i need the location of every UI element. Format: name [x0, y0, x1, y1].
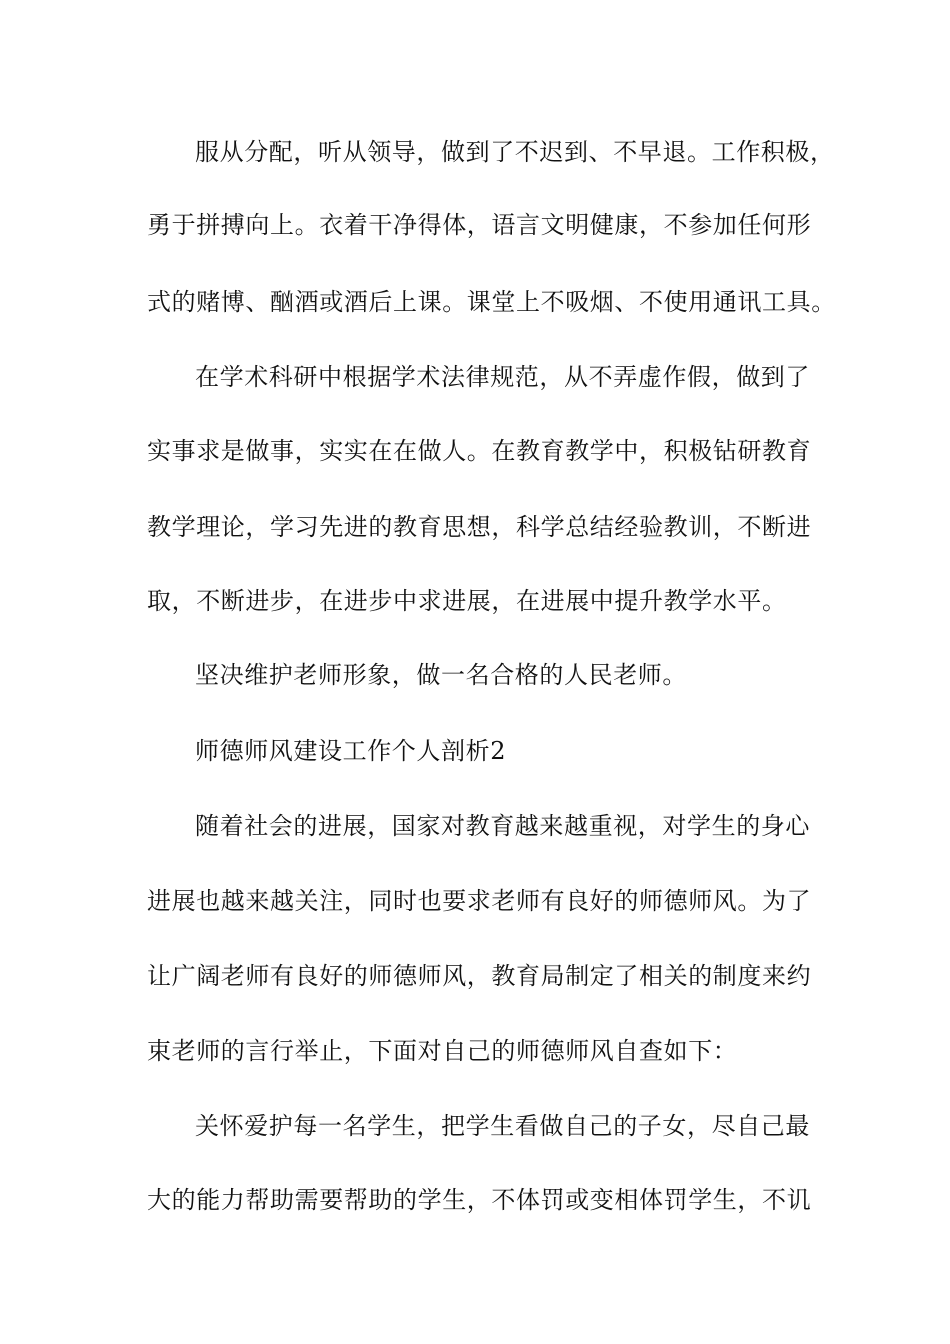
- paragraph-line: 让广阔老师有良好的师德师风，教育局制定了相关的制度来约: [147, 962, 812, 990]
- paragraph-line: 服从分配，听从领导，做到了不迟到、不早退。工作积极，: [195, 138, 835, 166]
- section-heading: 师德师风建设工作个人剖析2: [195, 737, 507, 765]
- paragraph-line: 在学术科研中根据学术法律规范，从不弄虚作假，做到了: [195, 363, 810, 391]
- paragraph-line: 关怀爱护每一名学生，把学生看做自己的子女，尽自己最: [195, 1112, 810, 1140]
- paragraph-line: 束老师的言行举止，下面对自己的师德师风自查如下：: [147, 1037, 738, 1065]
- paragraph-line: 实事求是做事，实实在在做人。在教育教学中，积极钻研教育: [147, 437, 812, 465]
- paragraph-line: 随着社会的进展，国家对教育越来越重视，对学生的身心: [195, 812, 810, 840]
- paragraph-line: 勇于拼搏向上。衣着干净得体，语言文明健康，不参加任何形: [147, 211, 812, 239]
- paragraph-line: 取，不断进步，在进步中求进展，在进展中提升教学水平。: [147, 587, 787, 615]
- paragraph-line: 大的能力帮助需要帮助的学生，不体罚或变相体罚学生，不讥: [147, 1186, 812, 1214]
- paragraph-line: 进展也越来越关注，同时也要求老师有良好的师德师风。为了: [147, 887, 812, 915]
- paragraph-line: 坚决维护老师形象，做一名合格的人民老师。: [195, 661, 687, 689]
- paragraph-line: 式的赌博、酗酒或酒后上课。课堂上不吸烟、不使用通讯工具。: [147, 288, 836, 316]
- paragraph-line: 教学理论，学习先进的教育思想，科学总结经验教训，不断进: [147, 513, 812, 541]
